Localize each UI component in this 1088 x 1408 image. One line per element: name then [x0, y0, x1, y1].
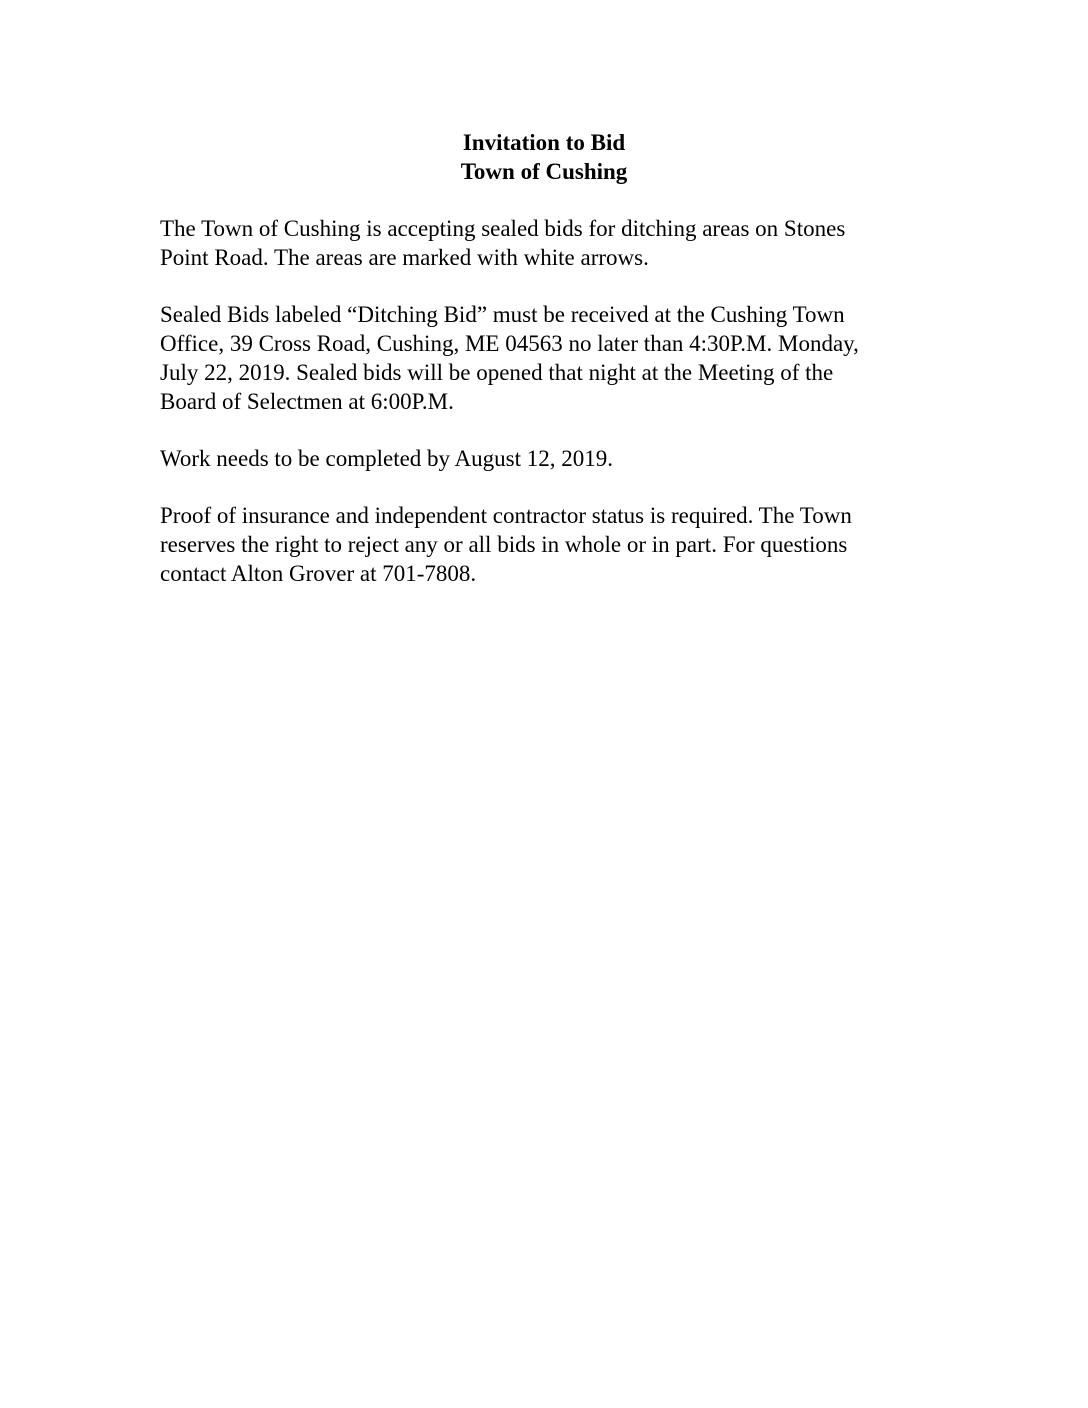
- paragraph-text: Work needs to be completed by August 12, 2019.: [160, 446, 613, 471]
- body-paragraph-submission: [160, 300, 940, 416]
- body-paragraph-intro: [160, 214, 940, 272]
- body-paragraph-deadline: [160, 444, 940, 473]
- paragraph-text: The Town of Cushing is accepting sealed bids for ditching areas on Stones Point Road. The areas are marked with white arrows.: [160, 216, 846, 270]
- document-subtitle: Town of Cushing: [460, 159, 628, 184]
- body-paragraph-requirements: [160, 501, 940, 588]
- title-block: [0, 128, 1088, 186]
- document-title: Invitation to Bid: [462, 130, 626, 155]
- paragraph-text: Sealed Bids labeled “Ditching Bid” must be received at the Cushing Town Office, 39 Cross Road, Cushing, ME 04563 no later than 4:30P.M. Monday, July 22, 2019. Sealed bids will be opened that night at the Meeting of the Board of Selectmen at 6:00P.M.: [160, 302, 859, 414]
- paragraph-text: Proof of insurance and independent contractor status is required. The Town reserves the right to reject any or all bids in whole or in part. For questions contact Alton Grover at 701-7808.: [160, 503, 852, 586]
